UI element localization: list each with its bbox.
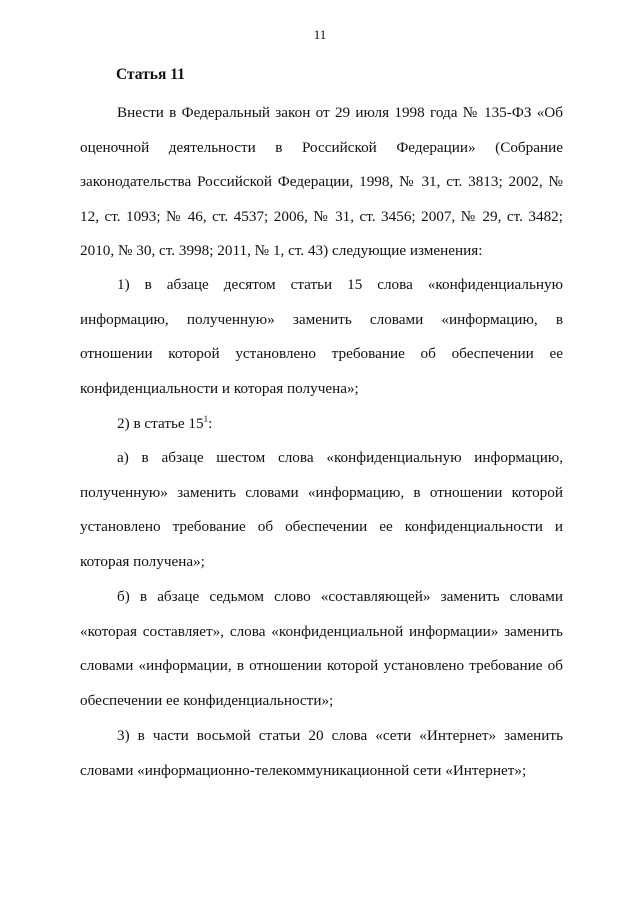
amendment-item-2-text: 2) в статье 15 xyxy=(117,415,204,432)
article-intro-paragraph: Внести в Федеральный закон от 29 июля 1998 года № 135-ФЗ «Об оценочной деятельности в Российской Федерации» (Собрание законодательства Российской Федерации, 1998, № 31, ст. 3813; 2002, № 12, ст. 1093; № 46, ст. 4537; 2006, № 31, ст. 3456; 2007, № 29, ст. 3482; 2010, № 30, ст. 3998; 2011, № 1, ст. 43) следующие изменения: xyxy=(80,104,563,259)
page-number: 11 xyxy=(313,27,327,42)
amendment-item-2-colon: : xyxy=(208,415,213,432)
article-superscript: 1 xyxy=(203,414,209,424)
amendment-item-1: 1) в абзаце десятом статьи 15 слова «конфиденциальную информацию, полученную» заменить словами «информацию, в отношении которой установлено требование об обеспечении ее конфиденциальности и которая получена»; xyxy=(80,276,563,397)
amendment-item-3: 3) в части восьмой статьи 20 слова «сети «Интернет» заменить словами «информационно-телекоммуникационной сети «Интернет»; xyxy=(80,727,563,779)
amendment-item-2 xyxy=(80,407,563,442)
article-heading: Статья 11 xyxy=(116,66,185,83)
amendment-subitem-2b: б) в абзаце седьмом слово «составляющей» заменить словами «которая составляет», слова «конфиденциальной информации» заменить словами «информации, в отношении которой установлено требование об обеспечении ее конфиденциальности»; xyxy=(80,588,563,709)
amendment-subitem-2a: а) в абзаце шестом слова «конфиденциальную информацию, полученную» заменить словами «информацию, в отношении которой установлено требование об обеспечении ее конфиденциальности и которая получена»; xyxy=(80,449,563,570)
